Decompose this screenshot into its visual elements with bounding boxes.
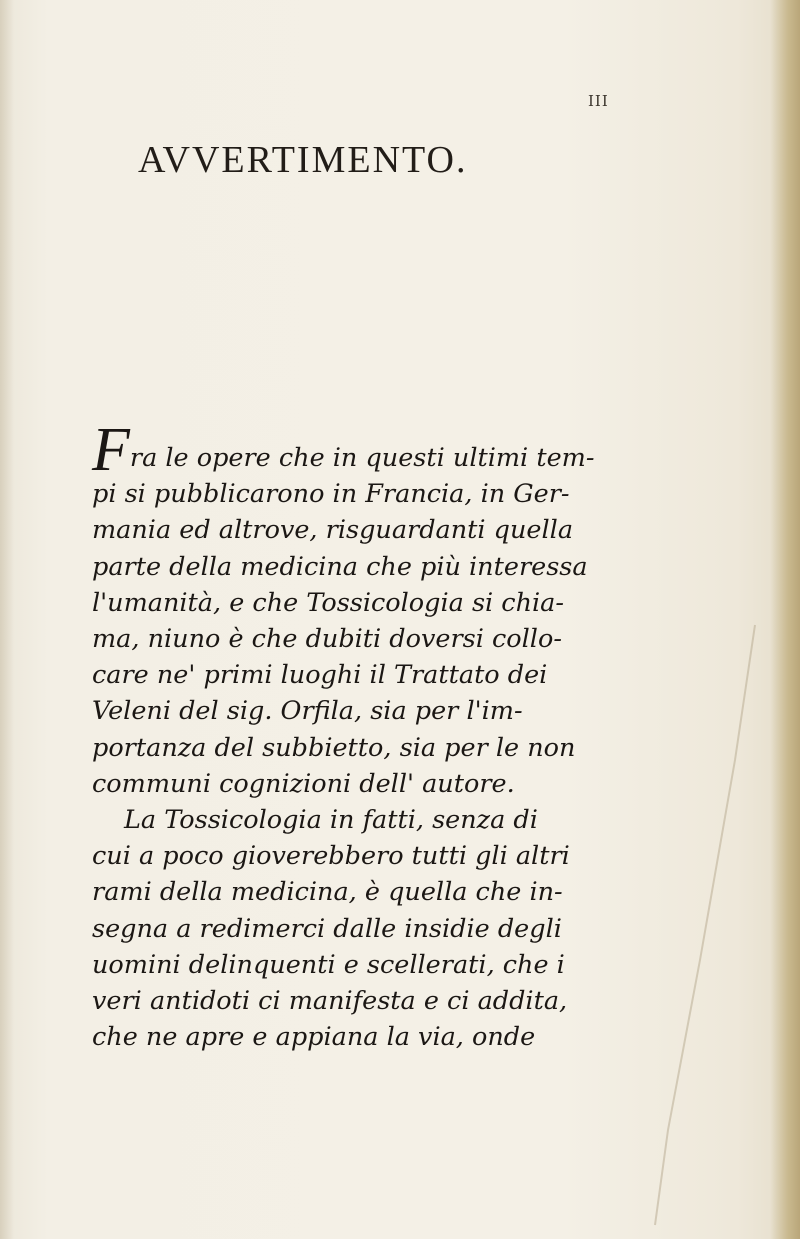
body-text: [92, 416, 652, 1055]
text-line-12: cui a poco gioverebbero tutti gli altri: [92, 841, 570, 872]
text-line-16: veri antidoti ci manifesta e ci addita,: [92, 986, 568, 1017]
text-line-2: pi si pubblicarono in Francia, in Ger-: [92, 479, 570, 510]
text-line-15: uomini delinquenti e scellerati, che i: [92, 949, 565, 980]
text-line-7: care ne' primi luoghi il Trattato dei: [92, 660, 548, 691]
drop-cap: F: [92, 416, 128, 484]
text-line-14: segna a redimerci dalle insidie degli: [92, 913, 562, 944]
text-line-1: Fra le opere che in questi ultimi tem-: [92, 416, 595, 484]
text-line-10: communi cognizioni dell' autore.: [92, 768, 515, 799]
text-line-5: l'umanità, e che Tossicologia si chia-: [92, 587, 564, 618]
page-number: III: [588, 92, 609, 110]
text-line-11: La Tossicologia in fatti, senza di: [124, 805, 538, 836]
text-line-4: parte della medicina che più interessa: [92, 551, 588, 582]
text-line-9: portanza del subbietto, sia per le non: [92, 732, 576, 763]
text-line-13: rami della medicina, è quella che in-: [92, 877, 563, 908]
text-line-6: ma, niuno è che dubiti doversi collo-: [92, 624, 562, 655]
text-line-17: che ne apre e appiana la via, onde: [92, 1022, 536, 1053]
text-line-8: Veleni del sig. Orfila, sia per l'im-: [92, 696, 523, 727]
page-heading: AVVERTIMENTO.: [138, 139, 468, 181]
text-line-3: mania ed altrove, risguardanti quella: [92, 515, 574, 546]
